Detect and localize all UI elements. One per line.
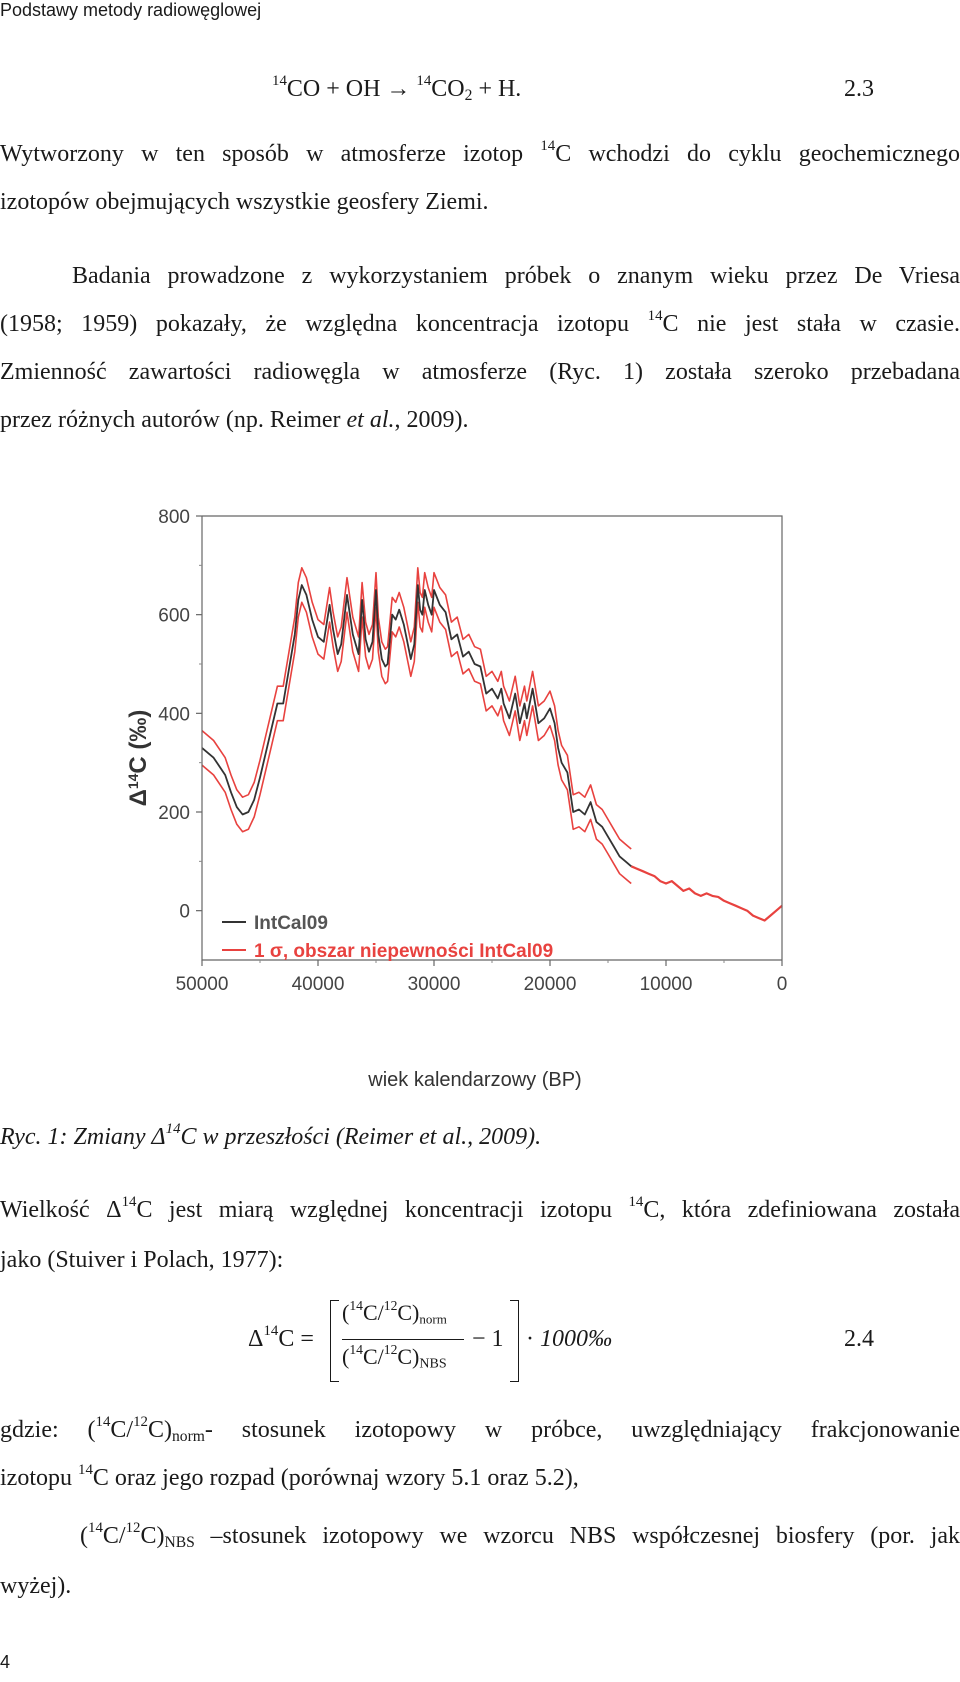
paragraph-4-line-4: wyżej). xyxy=(0,1573,72,1599)
paragraph-3-line-1: Wielkość $\Delta^{14}C$ jest miarą względnej koncentracji izotopu $^{14}$C, która zdefiniowana została xyxy=(0,1193,960,1223)
paragraph-4-line-1: gdzie: $(^{14}C/^{12}C)_{norm}-$ stosunek izotopowy w próbce, uwzględniający frakcjonowanie xyxy=(0,1413,960,1445)
paragraph-1-line-2: izotopów obejmujących wszystkie geosfery Ziemi. xyxy=(0,189,489,215)
y-tick-label: 800 xyxy=(158,507,190,528)
x-axis-label: wiek kalendarzowy (BP) xyxy=(368,1069,582,1091)
x-tick-label: 50000 xyxy=(175,974,229,995)
eq-lhs: $\Delta^{14}C$ = xyxy=(248,1322,314,1352)
x-tick-label: 30000 xyxy=(407,974,461,995)
paragraph-3-line-2: jako (Stuiver i Polach, 1977): xyxy=(0,1247,284,1273)
eq-times: · xyxy=(526,1326,534,1352)
fraction-bar xyxy=(342,1339,464,1340)
paragraph-2-line-4: przez różnych autorów (np. Reimer et al., 2009). xyxy=(0,407,469,433)
paragraph-2-line-1: Badania prowadzone z wykorzystaniem próbek o znanym wieku przez De Vriesa xyxy=(72,263,960,289)
left-bracket xyxy=(330,1300,339,1382)
running-header: Podstawy metody radiowęglowej xyxy=(0,0,262,20)
eq-1000-permil: 1000‰ xyxy=(540,1326,612,1352)
legend-label: 1 σ, obszar niepewności IntCal09 xyxy=(254,941,554,962)
chart-svg xyxy=(110,500,850,1100)
paragraph-1-line-1: Wytworzony w ten sposób w atmosferze izotop $^{14}$C wchodzi do cyklu geochemicznego xyxy=(0,137,960,167)
paragraph-2-line-2: (1958; 1959) pokazały, że względna koncentracja izotopu $^{14}$C nie jest stała w czasie. xyxy=(0,307,960,337)
paragraph-2-line-3: Zmienność zawartości radiowęgla w atmosferze (Ryc. 1) została szeroko przebadana xyxy=(0,359,960,385)
equation-2-4 xyxy=(248,1296,668,1388)
x-tick-label: 10000 xyxy=(639,974,693,995)
eq-minus-one: − 1 xyxy=(472,1326,504,1352)
eq-numerator: $(^{14}C/^{12}C)_{norm}$ xyxy=(342,1297,447,1327)
x-tick-label: 40000 xyxy=(291,974,345,995)
figure-caption: Ryc. 1: Zmiany $\Delta^{14}C$ w przeszłości (Reimer et al., 2009). xyxy=(0,1120,542,1150)
y-tick-label: 0 xyxy=(179,901,190,923)
uncertainty-tail-line xyxy=(631,866,782,920)
uncertainty-lower-line xyxy=(202,602,631,883)
x-tick-label: 20000 xyxy=(523,974,577,995)
eq-denominator: $(^{14}C/^{12}C)_{NBS}$ xyxy=(342,1341,447,1372)
legend-label: IntCal09 xyxy=(254,913,328,934)
right-bracket xyxy=(510,1300,519,1382)
y-axis-label: $\Delta^{14}C$ (‰) xyxy=(125,709,152,807)
figure-delta14c-chart xyxy=(110,500,850,1100)
equation-2-3: $^{14}$CO + OH → $^{14}CO_2 + H$. xyxy=(272,72,522,104)
x-tick-label: 0 xyxy=(776,974,788,995)
page-number: 4 xyxy=(0,1652,11,1672)
paragraph-4-line-3: $(^{14}C/^{12}C)_{NBS}$ –stosunek izotopowy we wzorcu NBS współczesnej biosfery (por. jak xyxy=(80,1519,960,1551)
y-tick-label: 600 xyxy=(158,605,190,627)
y-tick-label: 400 xyxy=(158,704,190,726)
equation-number-2-4: 2.4 xyxy=(844,1326,874,1352)
y-tick-label: 200 xyxy=(158,803,190,824)
paragraph-4-line-2: izotopu $^{14}$C oraz jego rozpad (porównaj wzory 5.1 oraz 5.2), xyxy=(0,1461,579,1491)
equation-number-2-3: 2.3 xyxy=(844,76,874,102)
